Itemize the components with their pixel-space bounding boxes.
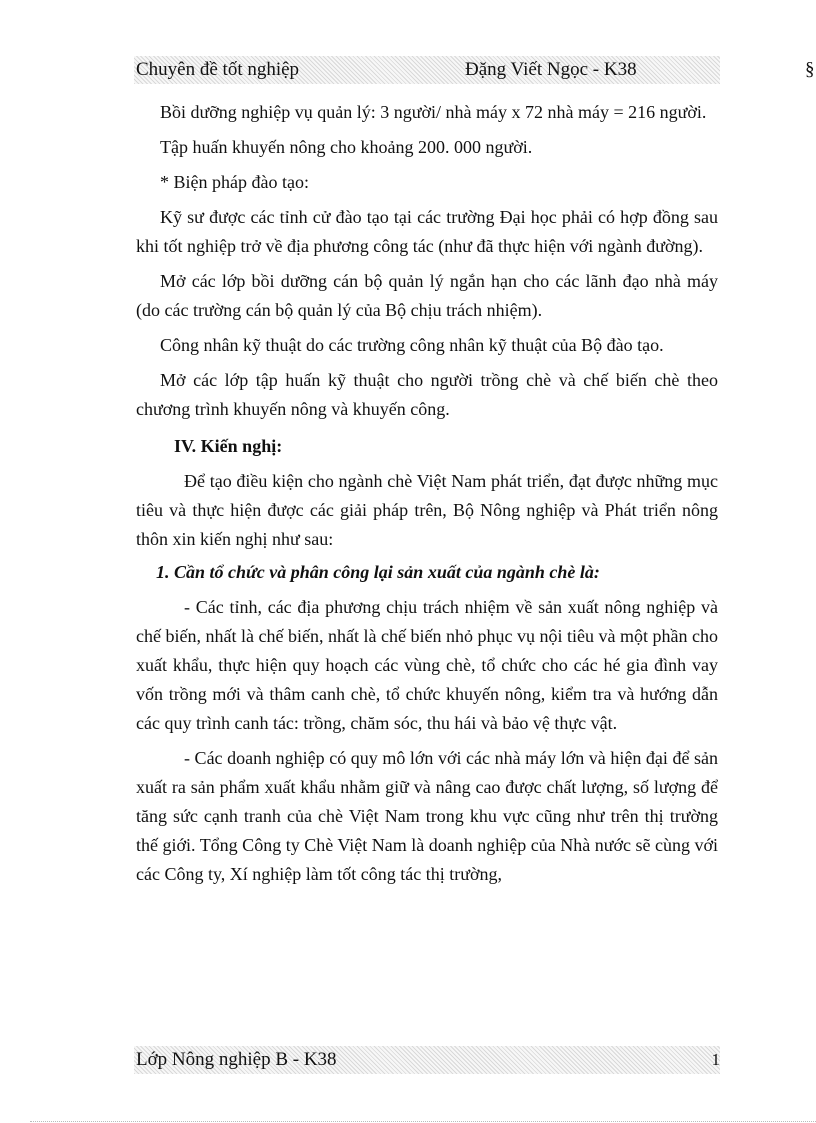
section-heading-recommendations: IV. Kiến nghị: [174,436,283,456]
paragraph-engineers: Kỹ sư được các tỉnh cử đào tạo tại các trường Đại học phải có hợp đồng sau khi tốt nghiệp trở về địa phương công tác (như đã thực hiện với ngành đường). [136,207,718,256]
paragraph-technical-workers: Công nhân kỹ thuật do các trường công nhân kỹ thuật của Bộ đào tạo. [160,335,664,355]
header-author: Đặng Viết Ngọc - K38 [465,59,637,80]
subheading-reorganize-production: 1. Cần tổ chức và phân công lại sản xuất của ngành chè là: [156,562,600,582]
paragraph-technical-courses: Mở các lớp tập huấn kỹ thuật cho người trồng chè và chế biến chè theo chương trình khuyến nông và khuyến công. [136,370,718,419]
page-number: 1 [711,1050,720,1069]
page-header [134,56,720,84]
bottom-divider [30,1121,816,1122]
paragraph-management-courses: Mở các lớp bồi dưỡng cán bộ quản lý ngắn hạn cho các lãnh đạo nhà máy (do các trường cán bộ quản lý của Bộ chịu trách nhiệm). [136,271,718,320]
footer-class-name: Lớp Nông nghiệp B - K38 [136,1049,337,1070]
header-document-type: Chuyên đề tốt nghiệp [136,59,300,80]
paragraph-extension-training: Tập huấn khuyến nông cho khoảng 200. 000 người. [160,137,533,157]
page-footer [134,1046,720,1074]
paragraph-recommendations-intro: Để tạo điều kiện cho ngành chè Việt Nam phát triển, đạt được những mục tiêu và thực hiện được các giải pháp trên, Bộ Nông nghiệp và Phát triển nông thôn xin kiến nghị như sau: [136,471,718,549]
paragraph-large-enterprises: - Các doanh nghiệp có quy mô lớn với các nhà máy lớn và hiện đại để sản xuất ra sản phẩm xuất khẩu nhằm giữ và nâng cao được chất lượng, số lượng để tăng sức cạnh tranh của chè Việt Nam trong khu vực cũng như trên thị trường thế giới. Tổng Công ty Chè Việt Nam là doanh nghiệp của Nhà nước sẽ cùng với các Công ty, Xí nghiệp làm tốt công tác thị trường, [136,748,718,884]
section-mark: § [805,59,815,80]
document-body [136,98,718,889]
paragraph-training-measures: * Biện pháp đào tạo: [160,172,309,192]
paragraph-provinces-responsibility: - Các tỉnh, các địa phương chịu trách nhiệm về sản xuất nông nghiệp và chế biến, nhất là chế biến, nhất là chế biến nhỏ phục vụ nội tiêu và một phần cho xuất khẩu, thực hiện quy hoạch các vùng chè, tổ chức cho các hé gia đình vay vốn trồng mới và thâm canh chè, tổ chức khuyến nông, kiểm tra và hướng dẫn các quy trình canh tác: trồng, chăm sóc, thu hái và bảo vệ thực vật. [136,597,718,733]
paragraph-training-management: Bồi dưỡng nghiệp vụ quản lý: 3 người/ nhà máy x 72 nhà máy = 216 người. [160,102,707,122]
